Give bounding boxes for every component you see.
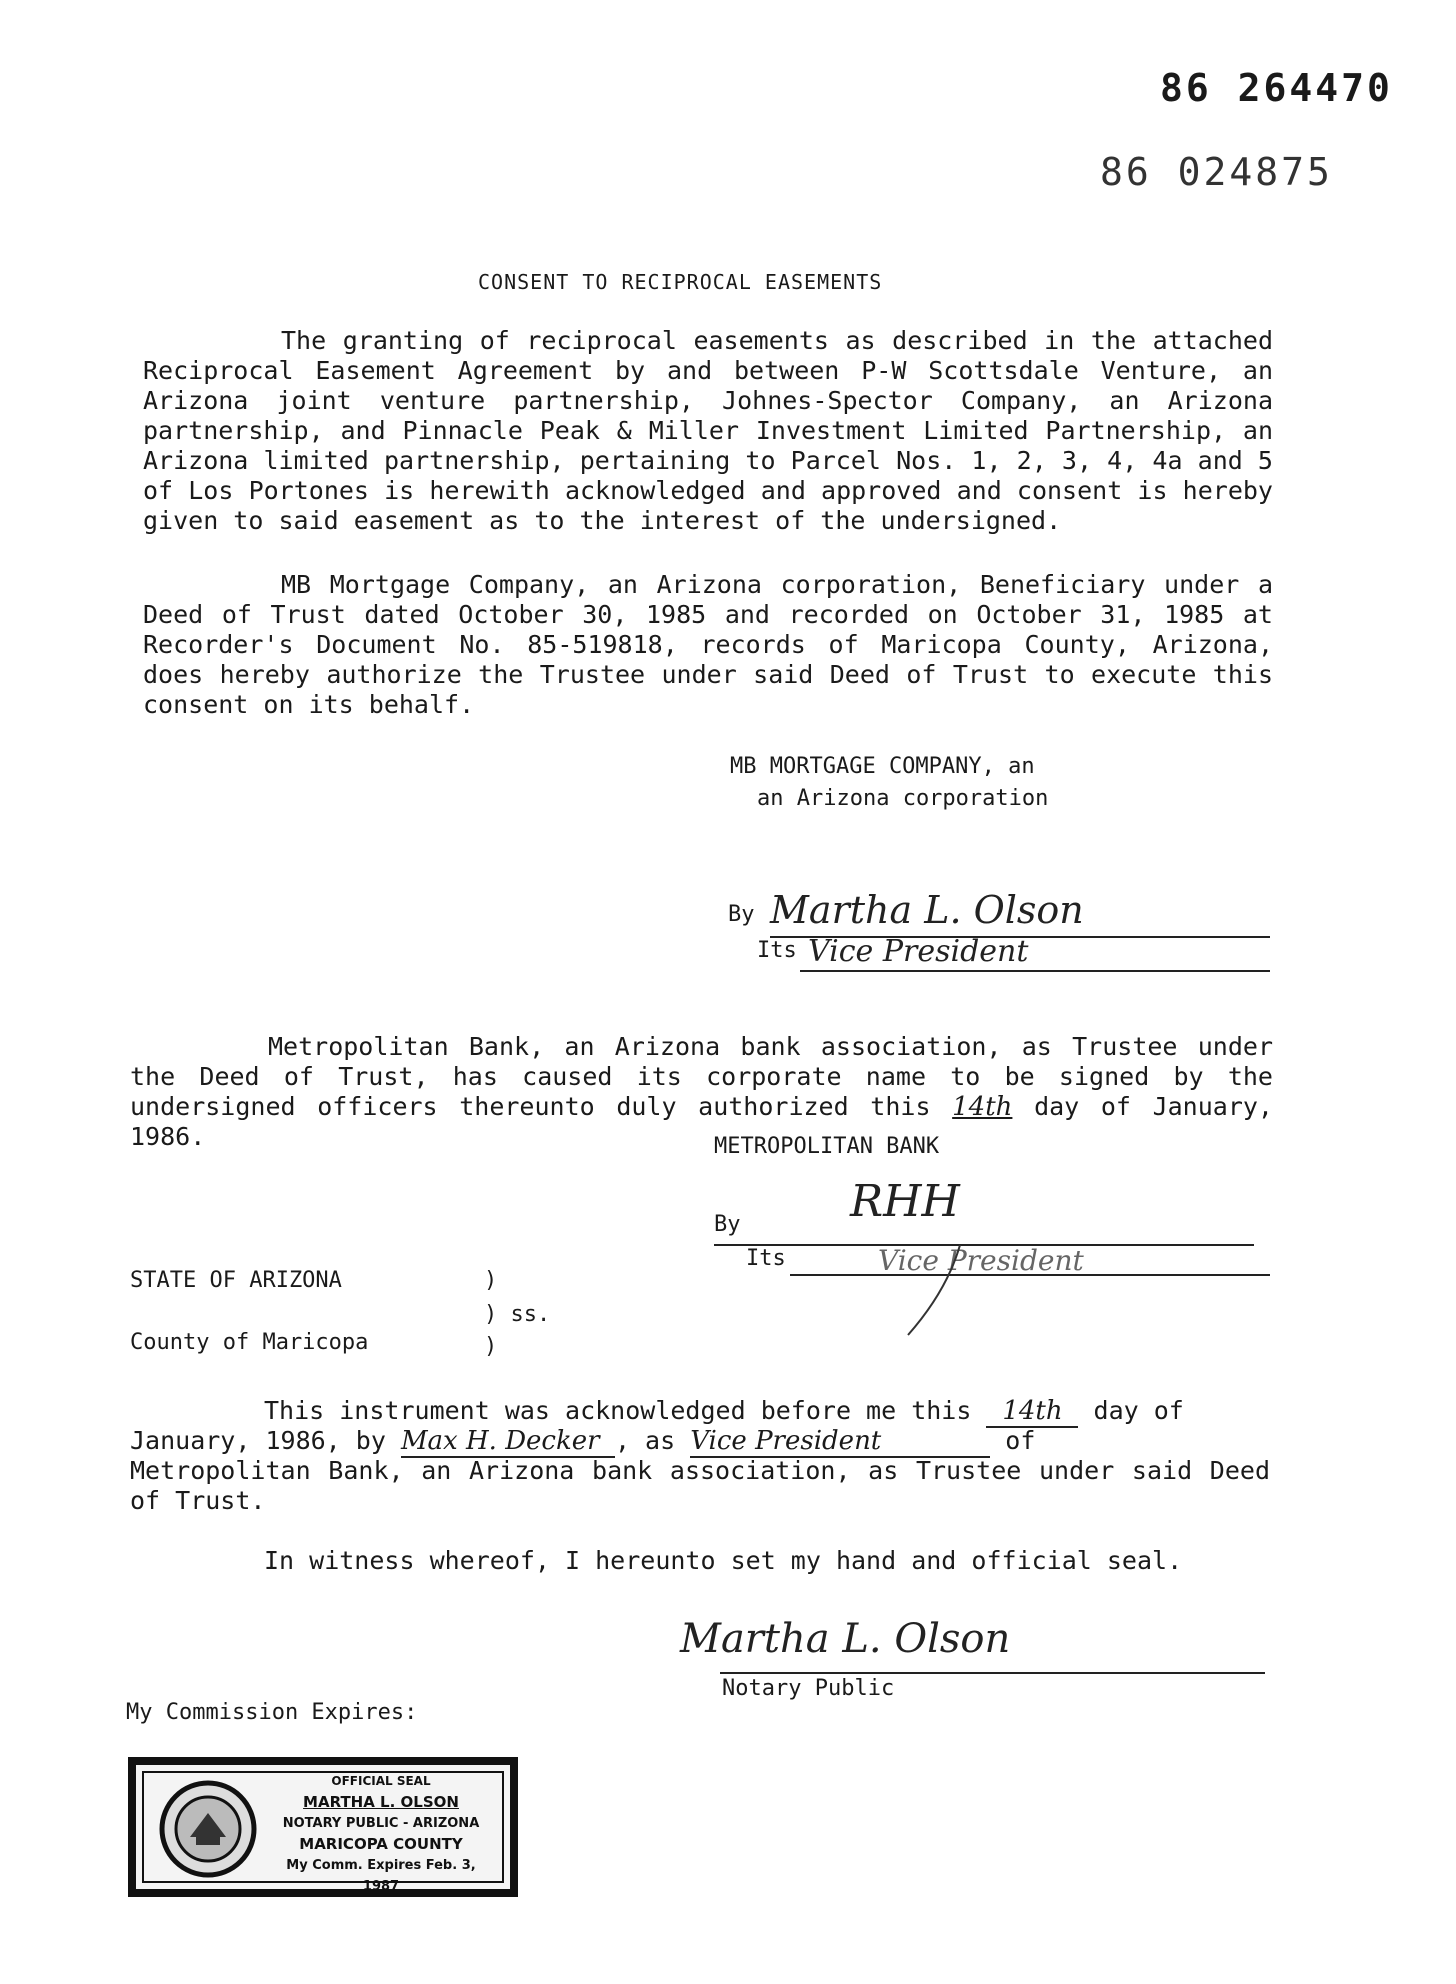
ack-line-1 <box>264 1396 1184 1428</box>
metro-its-label: Its <box>746 1246 786 1271</box>
ack-rest <box>130 1456 1270 1516</box>
notary-signature-line <box>720 1672 1265 1674</box>
ack-signer-title: Vice President <box>690 1426 990 1458</box>
official-seal-stamp <box>128 1757 518 1897</box>
witness-statement: In witness whereof, I hereunto set my hand and official seal. <box>264 1546 1183 1575</box>
venue-county: County of Maricopa <box>130 1330 369 1355</box>
paragraph-3-text-before: Metropolitan Bank, an Arizona bank association, as Trustee under the Deed of Trust, has caused its corporate name to be signed by the undersigned officers thereunto duly authorized this <box>130 1032 1273 1121</box>
ack-signer-name: Max H. Decker <box>401 1426 615 1458</box>
ack-line-2 <box>130 1426 1035 1458</box>
mb-company-name: MB MORTGAGE COMPANY, an <box>730 754 1035 779</box>
ack-rest-text: Metropolitan Bank, an Arizona bank association, as Trustee under said Deed of Trust. <box>130 1456 1270 1515</box>
commission-expires: My Commission Expires: <box>126 1700 418 1725</box>
ack-line-2-a: January, 1986, by <box>130 1426 386 1455</box>
seal-text <box>266 1771 496 1897</box>
mb-by-label: By <box>728 902 755 927</box>
seal-line-1: OFFICIAL SEAL <box>331 1774 431 1788</box>
paragraph-trustee-authorization <box>143 570 1273 720</box>
state-seal-icon <box>158 1779 258 1879</box>
notary-label: Notary Public <box>722 1676 895 1701</box>
ack-day: 14th <box>986 1396 1078 1428</box>
metro-signature: RHH <box>850 1176 960 1227</box>
metro-its-line <box>790 1274 1270 1276</box>
mb-its-line <box>800 970 1270 972</box>
ack-line-1-b: day of <box>1093 1396 1184 1425</box>
seal-line-3: NOTARY PUBLIC - ARIZONA <box>282 1816 480 1831</box>
document-title: CONSENT TO RECIPROCAL EASEMENTS <box>478 270 883 294</box>
venue-ss: ) ss. <box>484 1302 551 1327</box>
mb-signature: Martha L. Olson <box>770 888 1084 932</box>
mb-signer-title: Vice President <box>808 934 1029 969</box>
document-number: 86 024875 <box>1100 150 1333 194</box>
seal-line-2: MARTHA L. OLSON <box>303 1793 459 1811</box>
seal-line-4: MARICOPA COUNTY <box>299 1835 463 1853</box>
paragraph-3-day: 14th <box>952 1092 1013 1122</box>
paragraph-metropolitan-bank <box>130 1032 1273 1152</box>
mb-its-label: Its <box>757 938 797 963</box>
signature-stroke-icon <box>900 1240 980 1340</box>
notary-signature: Martha L. Olson <box>680 1616 1011 1662</box>
paragraph-easement-consent <box>143 326 1273 536</box>
metro-by-label: By <box>714 1212 741 1237</box>
ack-line-2-c: of <box>1005 1426 1036 1455</box>
paragraph-2-text: MB Mortgage Company, an Arizona corporation, Beneficiary under a Deed of Trust dated October 30, 1985 and recorded on October 31, 1985 at Recorder's Document No. 85-519818, records of Maricopa County, Arizona, does hereby authorize the Trustee under said Deed of Trust to execute this consent on its behalf. <box>143 570 1273 719</box>
venue-state: STATE OF ARIZONA <box>130 1268 342 1293</box>
seal-line-5: My Comm. Expires Feb. 3, 1987 <box>286 1858 476 1894</box>
venue-paren-2: ) <box>484 1334 498 1359</box>
mb-company-type: an Arizona corporation <box>757 786 1049 811</box>
paragraph-3-text-after: day of January, 1986. <box>130 1092 1273 1151</box>
ack-line-1-a: This instrument was acknowledged before me this <box>264 1396 972 1425</box>
venue-paren-1: ) <box>484 1268 498 1293</box>
recording-number: 86 264470 <box>1160 66 1393 110</box>
metro-bank-name: METROPOLITAN BANK <box>714 1134 940 1159</box>
metro-signer-title: Vice President <box>878 1244 1084 1277</box>
paragraph-1-text: The granting of reciprocal easements as described in the attached Reciprocal Easement Agreement by and between P-W Scottsdale Venture, an Arizona joint venture partnership, Johnes-Spector Company, an Arizona partnership, and Pinnacle Peak & Miller Investment Limited Partnership, an Arizona limited partnership, pertaining to Parcel Nos. 1, 2, 3, 4, 4a and 5 of Los Portones is herewith acknowledged and approved and consent is hereby given to said easement as to the interest of the undersigned. <box>143 326 1273 535</box>
ack-line-2-b: , as <box>614 1426 676 1455</box>
